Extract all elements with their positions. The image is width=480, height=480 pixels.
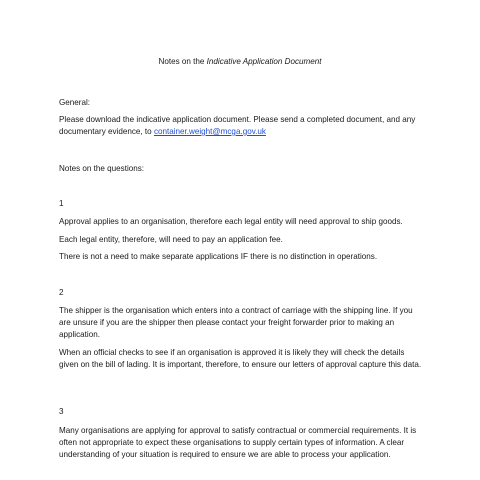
section-3-paragraph-1: Many organisations are applying for approval to satisfy contractual or commercial requirements. It is often not appropriate to expect these organisations to supply certain types of information. A clear understanding of your situation is required to ensure we are able to process your application. <box>59 426 417 459</box>
email-link[interactable]: container.weight@mcga.gov.uk <box>153 127 266 136</box>
section-1-number: 1 <box>59 199 64 208</box>
section-1-paragraph-3: There is not a need to make separate applications IF there is no distinction in operations. <box>59 252 378 261</box>
section-2-paragraph-2: When an official checks to see if an organisation is approved it is likely they will check the details given on the bill of lading. It is important, therefore, to ensure our letters of approval capture this data. <box>59 348 422 369</box>
questions-heading: Notes on the questions: <box>59 164 145 173</box>
section-2-paragraph-1: The shipper is the organisation which enters into a contract of carriage with the shipping line. If you are unsure if you are the shipper then please contact your freight forwarder prior to making an application. <box>59 306 413 339</box>
title-italic: Indicative Application Document <box>206 57 322 66</box>
document-title <box>0 56 480 68</box>
general-heading: General: <box>59 98 91 107</box>
general-text: Please download the indicative application document. Please send a completed document, and any documentary evidence, to <box>59 115 416 136</box>
section-2-number: 2 <box>59 288 64 297</box>
section-1-paragraph-1: Approval applies to an organisation, therefore each legal entity will need approval to ship goods. <box>59 217 403 226</box>
section-3-number: 3 <box>59 407 64 416</box>
title-prefix: Notes on the <box>158 57 205 66</box>
section-1-paragraph-2: Each legal entity, therefore, will need to pay an application fee. <box>59 235 283 244</box>
general-paragraph <box>59 114 423 138</box>
